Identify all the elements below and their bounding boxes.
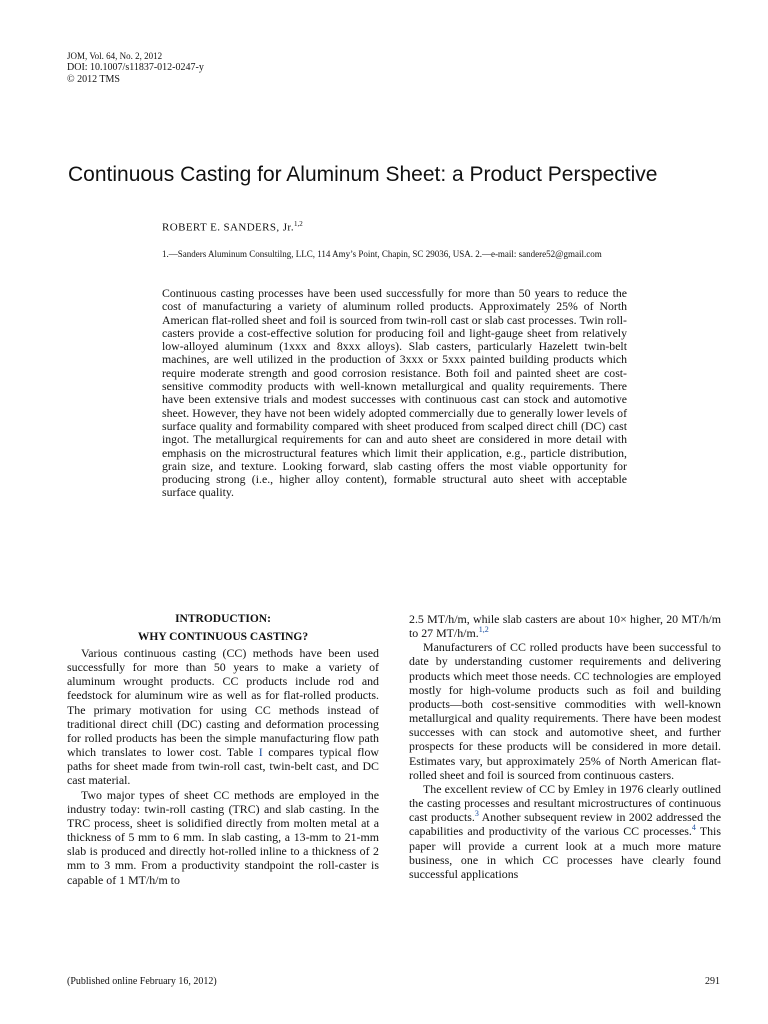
paragraph xyxy=(67,646,379,788)
paragraph-text: compares typical flow paths for sheet made from twin-roll cast, twin-belt cast, and DC cast material. xyxy=(67,745,379,788)
table-link[interactable]: I xyxy=(258,745,263,760)
article-title: Continuous Casting for Aluminum Sheet: a Product Perspective xyxy=(68,163,658,186)
paragraph-text: Another subsequent review in 2002 addressed the capabilities and productivity of the various CC processes. xyxy=(409,810,721,839)
reference-link[interactable]: 4 xyxy=(691,823,696,833)
author xyxy=(162,220,303,234)
right-column xyxy=(409,612,721,881)
page-number: 291 xyxy=(705,976,720,987)
paragraph-text: The excellent review of CC by Emley in 1976 clearly outlined the casting processes and resultant microstructures of continuous cast products. xyxy=(409,781,721,825)
copyright: © 2012 TMS xyxy=(67,74,120,85)
affiliation: 1.—Sanders Aluminum Consultilng, LLC, 114 Amy’s Point, Chapin, SC 29036, USA. 2.—e-mail: sandere52@gmail.com xyxy=(162,249,602,259)
paragraph-text: Various continuous casting (CC) methods have been used successfully for more than 50 years to make a variety of aluminum wrought products. CC products include rod and feedstock for aluminum wire as well as for flat-rolled products. The primary motivation for using CC methods instead of traditional direct chill (DC) casting and deformation processing for rolled products has been the simple manufacturing flow path which translates to lower cost. Table xyxy=(67,646,379,760)
paragraph: Two major types of sheet CC methods are employed in the industry today: twin-roll casting (TRC) and slab casting. In the TRC process, sheet is solidified directly from molten metal at a thickness of 5 mm to 6 mm. In slab casting, a 13-mm to 21-mm slab is produced and directly hot-rolled inline to a thickness of 2 mm to 3 mm. From a productivity standpoint the roll-caster is capable of 1 MT/h/m to xyxy=(67,787,379,887)
doi[interactable]: DOI: 10.1007/s11837-012-0247-y xyxy=(67,62,204,73)
published-date: (Published online February 16, 2012) xyxy=(67,976,217,987)
paragraph-text: This paper will provide a current look at a much more mature business, one in which CC processes have clearly found successful applications xyxy=(409,824,721,881)
journal-citation: JOM, Vol. 64, No. 2, 2012 xyxy=(67,51,163,61)
author-name: ROBERT E. SANDERS, Jr. xyxy=(162,221,295,234)
reference-link[interactable]: 1,2 xyxy=(478,625,489,635)
journal-header xyxy=(67,50,204,86)
abstract: Continuous casting processes have been used successfully for more than 50 years to reduce the cost of manufacturing a variety of aluminum rolled products. Approximately 25% of North American flat-rolled sheet and foil is sourced from twin-roll cast or slab cast processes. Twin roll-casters provide a cost-effective solution for producing foil and light-gauge sheet from relatively low-alloyed aluminum (1xxx and 8xxx alloys). Slab casters, particularly Hazelett twin-belt machines, are well utilized in the production of 3xxx or 5xxx painted building products which require moderate strength and good corrosion resistance. Both foil and painted sheet are cost-sensitive commodity products with well-known metallurgical and quality requirements. There have been extensive trials and modest successes with continuous cast can stock and automotive sheet. However, they have not been widely adopted commercially due to generally lower levels of surface quality and formability compared with sheet produced from scalped direct chill (DC) cast ingot. The metallurgical requirements for can and auto sheet are considered in more detail with emphasis on the microstructural features which limit their application, e.g., particle distribution, grain size, and texture. Looking forward, slab casting offers the most viable opportunity for producing strong (i.e., higher alloy content), formable structural auto sheet with acceptable surface quality. xyxy=(162,286,627,500)
left-column xyxy=(67,612,379,887)
paragraph-text: 2.5 MT/h/m, while slab casters are about 10× higher, 20 MT/h/m to 27 MT/h/m. xyxy=(409,612,721,641)
paragraph xyxy=(409,782,721,881)
section-heading xyxy=(67,612,379,644)
section-heading-line1: INTRODUCTION: xyxy=(175,613,271,625)
paragraph xyxy=(409,612,721,640)
author-affiliation-marks: 1,2 xyxy=(294,220,303,228)
section-heading-line2: WHY CONTINUOUS CASTING? xyxy=(137,631,309,643)
paragraph: Manufacturers of CC rolled products have been successful to date by understanding customer requirements and delivering products which meet those needs. CC technologies are employed mostly for high-volume products such as foil and building products—both cost-sensitive commodities with well-known metallurgical and quality requirements. There have been modest successes with can stock and automotive sheet, and further prospects for these products will be considered in more detail. Estimates vary, but approximately 25% of North American flat-rolled sheet and foil is sourced from continuous casters. xyxy=(409,640,721,782)
reference-link[interactable]: 3 xyxy=(474,809,479,819)
